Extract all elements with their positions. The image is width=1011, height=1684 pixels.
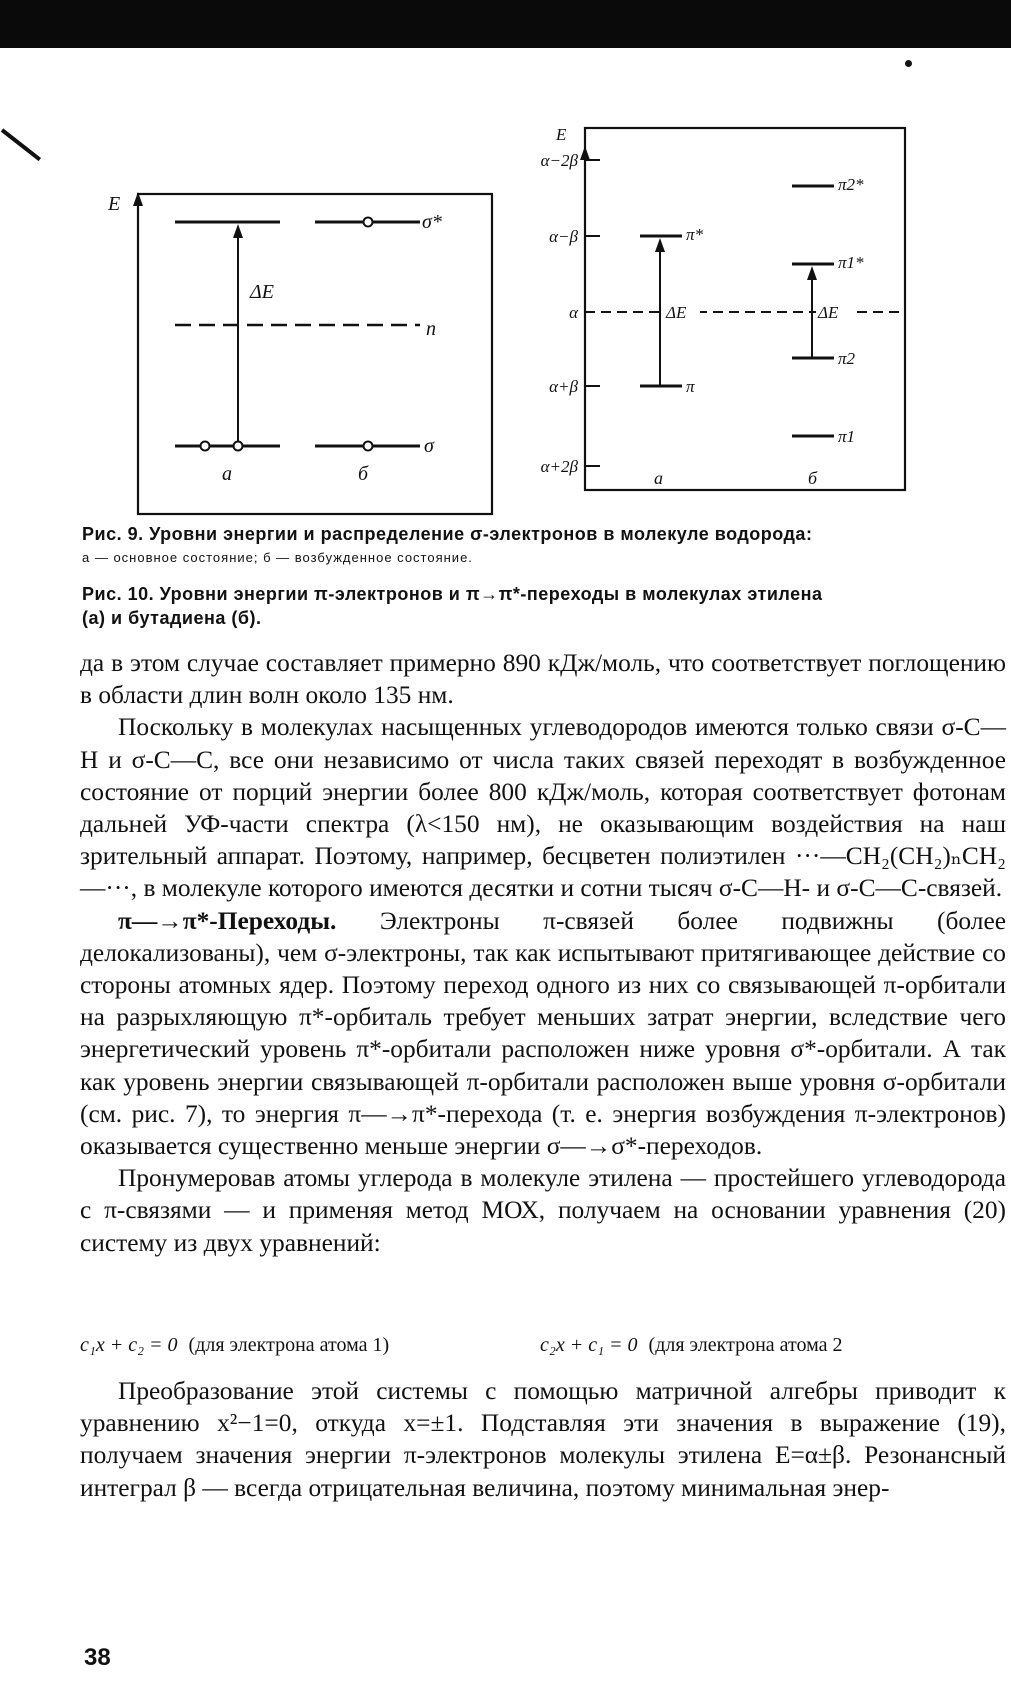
fig10-caption — [82, 582, 1002, 630]
paragraph-4: Пронумеровав атомы углерода в молекуле этилена — простейшего углеводорода с π-связями — и применяя метод МОХ, получаем на основании уравнения (20) систему из двух уравнений: — [80, 1164, 1006, 1257]
fig9-frame — [138, 194, 492, 514]
fig9-label-sigma: σ — [424, 435, 434, 457]
scan-top-border — [0, 0, 1011, 48]
fig9-electron-remaining — [364, 442, 373, 451]
fig10-caption-line2: (а) и бутадиена (б). — [82, 608, 262, 628]
fig10-tick-label-1: α−2β — [540, 151, 578, 170]
fig9-label-n: n — [426, 318, 436, 340]
fig10-axis-arrow-icon — [580, 146, 590, 160]
fig9-electron-ground-2 — [234, 442, 243, 451]
fig10-label-pi1: π1 — [838, 427, 856, 446]
fig9-axis-label: E — [108, 193, 121, 215]
fig10-label-pi2: π2 — [838, 349, 856, 368]
paragraph-1: да в этом случае составляет примерно 890 кДж/моль, что соответствует поглощению в области длин волн около 135 нм. — [80, 649, 1006, 710]
paragraph-2: Поскольку в молекулах насыщенных углеводородов имеются только связи σ-С—Н и σ-С—С, все они независимо от числа таких связей переходят в возбужденное состояние от порций энергии более 800 кДж/моль, которая соответствует фотонам дальней УФ-части спектра (λ<150 нм), не оказывающим воздействия на наш зрительный аппарат. Поэтому, например, бесцветен полиэтилен ···—CH₂(CH₂)ₙCH₂—···, в молекуле которого имеются десятки и сотни тысяч σ-С—Н- и σ-С—С-связей. — [80, 713, 1006, 903]
scan-artifact-stroke — [1, 128, 41, 161]
fig9-transition-arrowhead-icon — [233, 224, 243, 238]
fig10-tick-label-2: α−β — [549, 227, 578, 246]
fig9-caption-sub: а — основное состояние; б — возбужденное состояние. — [82, 550, 473, 565]
fig10-tick-label-4: α+β — [549, 377, 578, 396]
body-top — [80, 647, 1006, 1259]
fig10-delta-left: ΔE — [666, 303, 687, 322]
fig10-delta-right: ΔE — [818, 303, 839, 322]
body-bottom — [80, 1375, 1006, 1504]
paragraph-5: Преобразование этой системы с помощью матричной алгебры приводит к уравнению x²−1=0, откуда x=±1. Подставляя эти значения в выражение (19), получаем значения энергии π-электронов молекулы этилена E=α±β. Резонансный интеграл β — всегда отрицательная величина, поэтому минимальная энер- — [80, 1377, 1006, 1502]
fig9-caption-main: Рис. 9. Уровни энергии и распределение σ-электронов в молекуле водорода: — [82, 524, 813, 544]
fig9-electron-ground-1 — [201, 442, 210, 451]
fig10-label-pi: π — [686, 377, 695, 396]
equation-2-expr: c₂x + c₁ = 0 — [540, 1334, 638, 1356]
fig10-state-a: a — [654, 468, 663, 488]
page-number: 38 — [84, 1644, 111, 1671]
fig9-state-b: б — [358, 463, 369, 485]
fig9-delta-label: ΔE — [250, 281, 274, 303]
fig10-label-pi1-star: π1* — [838, 253, 864, 272]
figure-10 — [520, 118, 915, 498]
paragraph-3-heading: π—→π*-Переходы. — [118, 906, 337, 935]
equation-1-note: (для электрона атома 1) — [188, 1334, 390, 1356]
fig10-axis-label: E — [556, 125, 567, 144]
figure-9 — [100, 180, 500, 530]
fig10-caption-line1: Рис. 10. Уровни энергии π-электронов и π→π*-переходы в молекулах этилена — [82, 584, 823, 604]
scan-artifact-dot — [905, 60, 912, 67]
fig9-caption — [82, 522, 1002, 570]
paragraph-3-body: Электроны π-связей более подвижны (более делокализованы), чем σ-электроны, так как испытывают притягивающее действие со стороны атомных ядер. Поэтому переход одного из них со связывающей π-орбитали на разрыхляющую π*-орбиталь требует меньших затрат энергии, вследствие чего энергетический уровень π*-орбитали расположен ниже уровня σ*-орбитали. А так как уровень энергии связывающей π-орбитали расположен выше уровня σ-орбитали (см. рис. 7), то энергия π—→π*-перехода (т. е. энергия возбуждения π-электронов) оказывается существенно меньше энергии σ—→σ*-переходов. — [80, 906, 1006, 1161]
fig10-butadiene-arrowhead-icon — [807, 266, 817, 280]
fig9-label-sigma-star: σ* — [422, 211, 442, 233]
paragraph-3 — [80, 905, 1006, 1163]
equation-1-expr: c₁x + c₂ = 0 — [80, 1334, 178, 1356]
fig10-tick-label-3: α — [569, 303, 578, 322]
fig9-electron-excited — [364, 218, 373, 227]
equation-1 — [80, 1331, 389, 1359]
fig10-tick-label-5: α+2β — [540, 457, 578, 476]
equation-2 — [540, 1331, 843, 1359]
fig10-label-pi2-star: π2* — [838, 175, 864, 194]
fig10-ethylene-arrowhead-icon — [655, 238, 665, 252]
fig10-label-pi-star: π* — [686, 225, 704, 244]
equation-2-note: (для электрона атома 2 — [648, 1334, 843, 1356]
fig10-state-b: б — [808, 468, 818, 488]
fig9-state-a: a — [222, 463, 232, 485]
